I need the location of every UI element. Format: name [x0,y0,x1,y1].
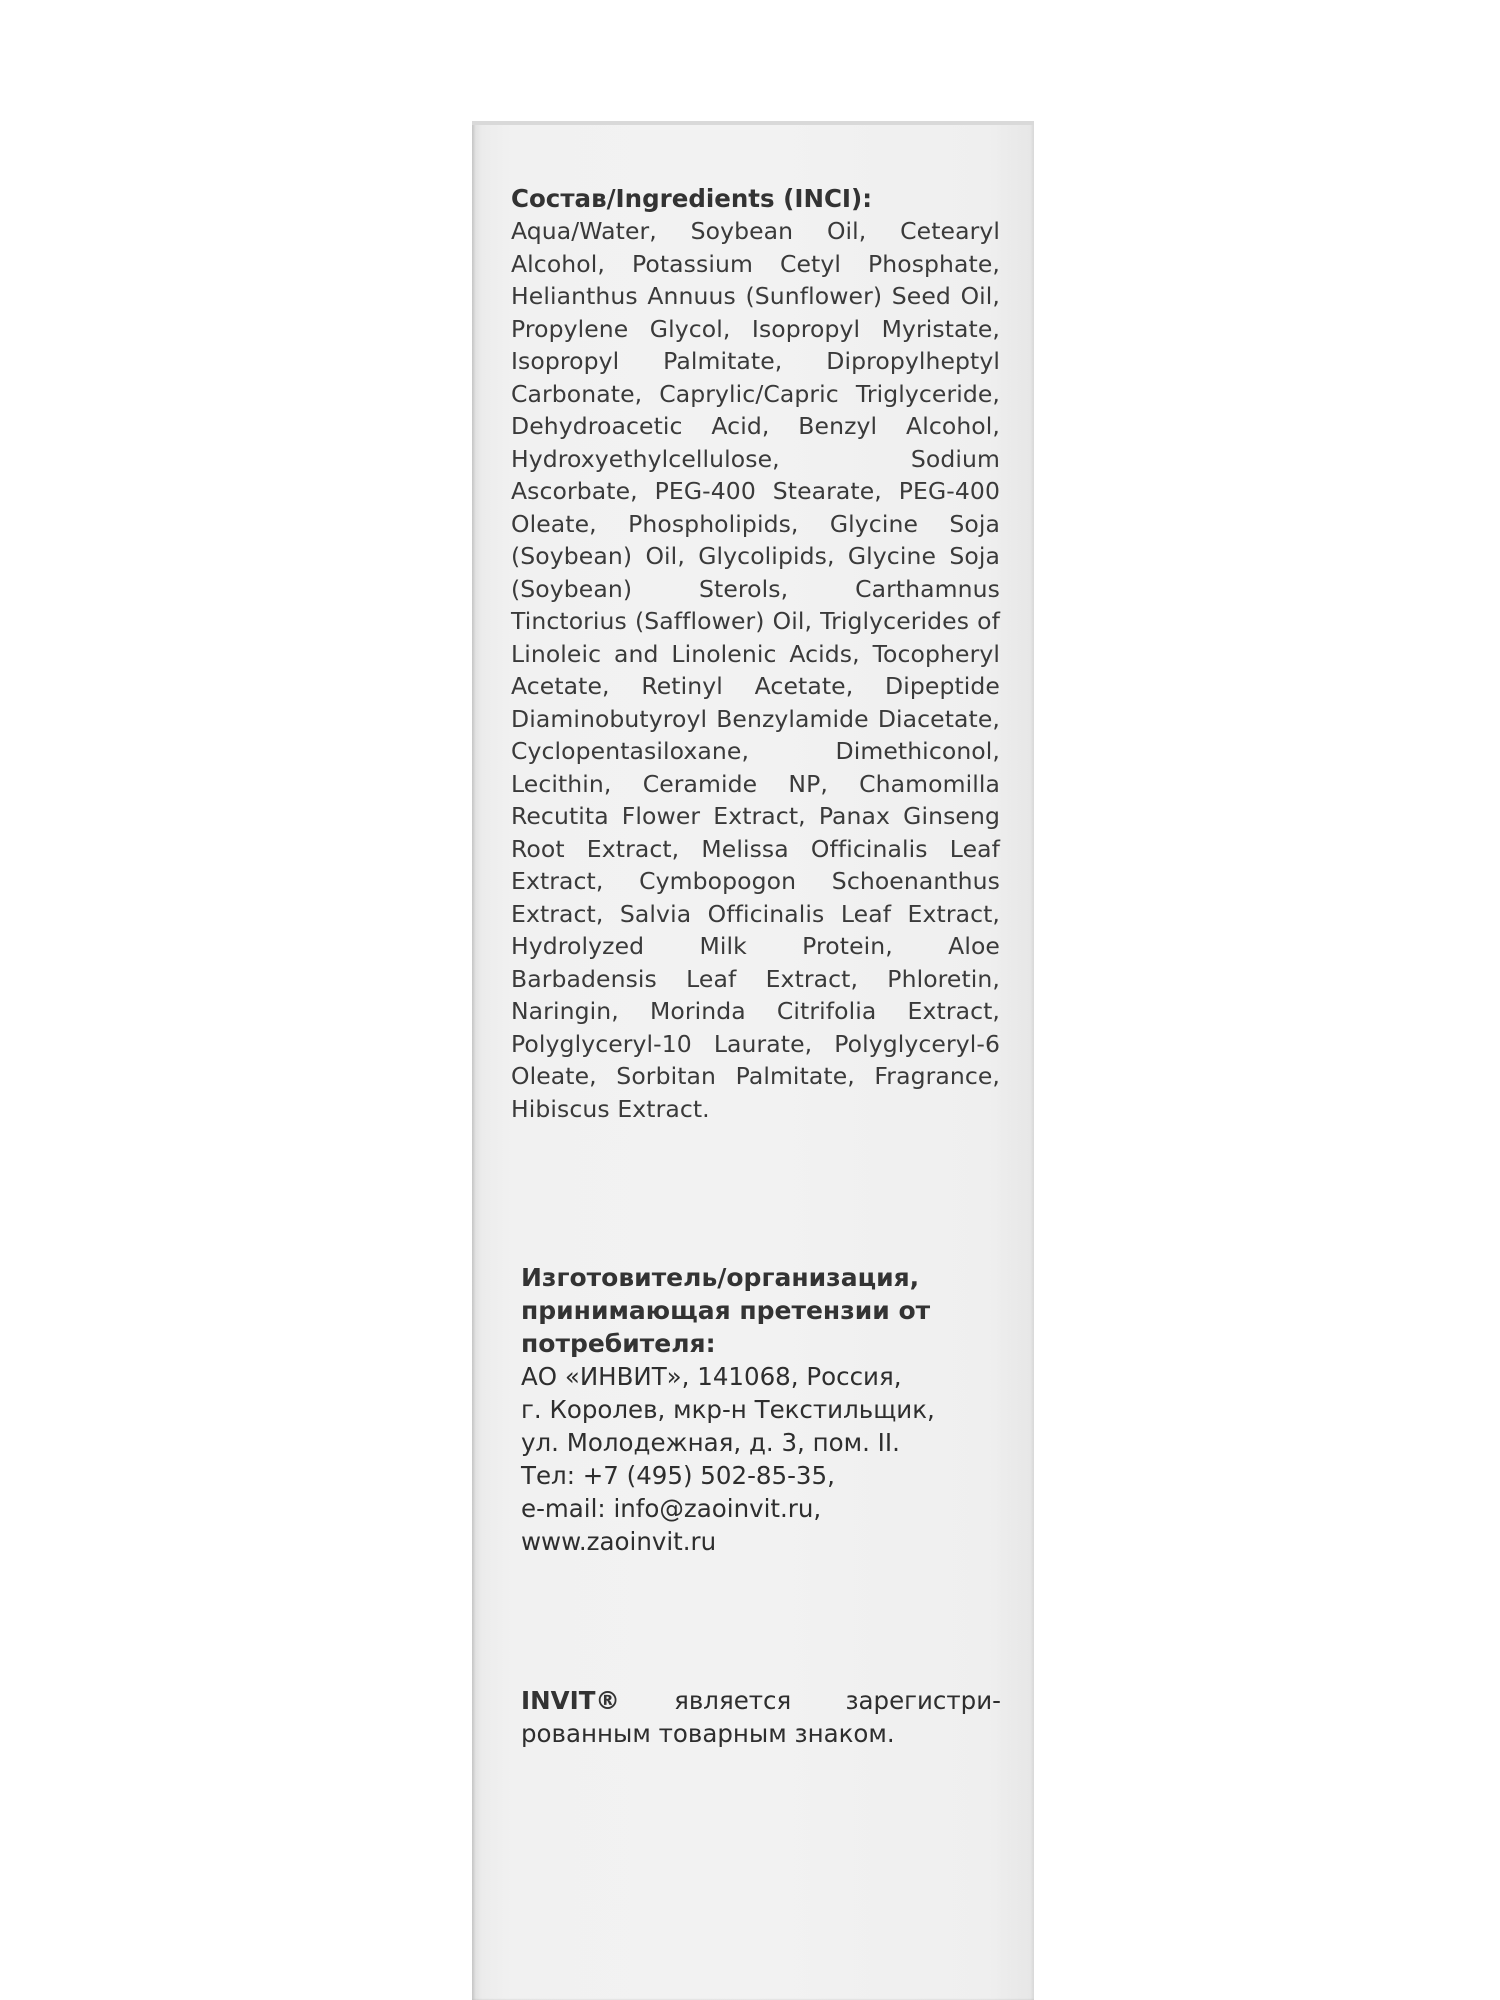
manufacturer-address [521,1360,1001,1558]
address-line: АО «ИНВИТ», 141068, Россия, [521,1362,902,1391]
email-line: e-mail: info@zaoinvit.ru, [521,1494,822,1523]
trademark-text: является зарегистрированным товарным знаком. [521,1686,1001,1748]
ingredients-heading: Состав/Ingredients (INCI): [511,184,873,213]
package-top-edge [472,121,1034,125]
manufacturer-heading-line: принимающая претензии от [521,1296,931,1325]
manufacturer-heading [521,1261,1001,1360]
ingredients-section [511,183,1000,1125]
phone-line: Тел: +7 (495) 502-85-35, [521,1461,835,1490]
manufacturer-section [521,1261,1001,1558]
manufacturer-heading-line: Изготовитель/организация, [521,1263,920,1292]
address-line: г. Королев, мкр-н Текстильщик, [521,1395,935,1424]
trademark-notice [521,1684,1001,1750]
website-line: www.zaoinvit.ru [521,1527,717,1556]
package-side-panel [472,121,1034,2000]
brand-name: INVIT® [521,1686,620,1715]
address-line: ул. Молодежная, д. 3, пом. II. [521,1428,900,1457]
ingredients-list: Aqua/Water, Soybean Oil, Cetearyl Alcohol, Potassium Cetyl Phosphate, Helianthus Annuus (Sunflower) Seed Oil, Propylene Glycol, Isopropyl Myristate, Isopropyl Palmitate, Dipropylheptyl Carbonate, Caprylic/Capric Triglyceride, Dehydroacetic Acid, Benzyl Alcohol, Hydroxyethylcellulose, Sodium Ascorbate, PEG-400 Stearate, PEG-400 Oleate, Phospholipids, Glycine Soja (Soybean) Oil, Glycolipids, Glycine Soja (Soybean) Sterols, Carthamnus Tinctorius (Safflower) Oil, Triglycerides of Linoleic and Linolenic Acids, Tocopheryl Acetate, Retinyl Acetate, Dipeptide Diaminobutyroyl Benzylamide Diacetate, Cyclopentasiloxane, Dimethiconol, Lecithin, Ceramide NP, Chamomilla Recutita Flower Extract, Panax Ginseng Root Extract, Melissa Officinalis Leaf Extract, Cymbopogon Schoenanthus Extract, Salvia Officinalis Leaf Extract, Hydrolyzed Milk Protein, Aloe Barbadensis Leaf Extract, Phloretin, Naringin, Morinda Citrifolia Extract, Polyglyceryl-10 Laurate, Polyglyceryl-6 Oleate, Sorbitan Palmitate, Fragrance, Hibiscus Extract. [511,217,1000,1123]
manufacturer-heading-line: потребителя: [521,1329,716,1358]
